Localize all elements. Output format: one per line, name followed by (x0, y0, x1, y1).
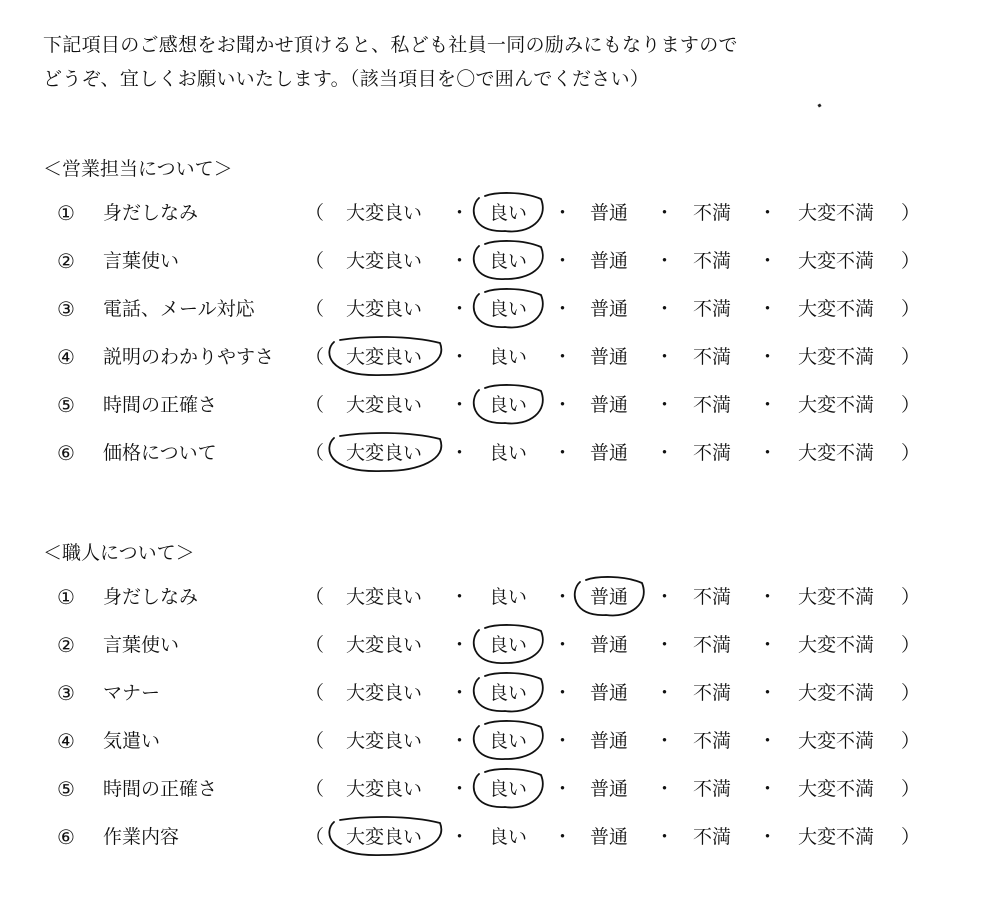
rating-option[interactable]: 不満 (692, 586, 731, 608)
separator-dot: ・ (758, 346, 778, 368)
paren-close: ） (901, 298, 921, 320)
rating-option[interactable]: 大変良い (345, 346, 422, 368)
separator-dot: ・ (758, 442, 778, 464)
rating-option[interactable]: 不満 (692, 298, 731, 320)
rating-option[interactable]: 大変良い (345, 298, 422, 320)
survey-row (0, 723, 997, 759)
item-number: ⑥ (57, 441, 75, 465)
survey-row (0, 291, 997, 327)
rating-option[interactable]: 不満 (692, 250, 731, 272)
rating-option[interactable]: 普通 (589, 346, 628, 368)
rating-option[interactable]: 良い (488, 346, 527, 368)
rating-option[interactable]: 普通 (589, 250, 628, 272)
rating-option[interactable]: 大変不満 (797, 442, 874, 464)
separator-dot: ・ (553, 394, 573, 416)
rating-option[interactable]: 大変良い (345, 682, 422, 704)
item-number: ④ (57, 345, 75, 369)
intro-line-2: どうぞ、宜しくお願いいたします。（該当項目を〇で囲んでください） (43, 68, 650, 90)
rating-option[interactable]: 不満 (692, 778, 731, 800)
rating-option[interactable]: 不満 (692, 682, 731, 704)
rating-option[interactable]: 不満 (692, 730, 731, 752)
paren-close: ） (901, 346, 921, 368)
item-label: マナー (103, 682, 161, 704)
separator-dot: ・ (553, 682, 573, 704)
rating-option[interactable]: 大変良い (345, 586, 422, 608)
rating-option[interactable]: 大変良い (345, 394, 422, 416)
rating-option[interactable]: 大変良い (345, 634, 422, 656)
rating-option[interactable]: 普通 (589, 298, 628, 320)
separator-dot: ・ (655, 442, 675, 464)
rating-option[interactable]: 普通 (589, 730, 628, 752)
survey-row (0, 579, 997, 615)
intro-line-1: 下記項目のご感想をお聞かせ頂けると、私ども社員一同の励みにもなりますので (43, 34, 738, 56)
paren-open: （ (305, 730, 325, 752)
rating-option[interactable]: 普通 (589, 442, 628, 464)
item-label: 言葉使い (103, 250, 180, 272)
rating-option[interactable]: 大変不満 (797, 826, 874, 848)
paren-open: （ (305, 634, 325, 656)
rating-option[interactable]: 大変不満 (797, 634, 874, 656)
rating-option[interactable]: 普通 (589, 682, 628, 704)
rating-option[interactable]: 良い (488, 298, 527, 320)
separator-dot: ・ (655, 778, 675, 800)
item-label: 価格について (103, 442, 217, 464)
separator-dot: ・ (450, 346, 470, 368)
separator-dot: ・ (655, 826, 675, 848)
separator-dot: ・ (553, 730, 573, 752)
separator-dot: ・ (450, 778, 470, 800)
paren-open: （ (305, 586, 325, 608)
rating-option[interactable]: 大変不満 (797, 394, 874, 416)
rating-option[interactable]: 良い (488, 442, 527, 464)
separator-dot: ・ (450, 682, 470, 704)
rating-option[interactable]: 良い (488, 394, 527, 416)
paren-close: ） (901, 586, 921, 608)
item-number: ③ (57, 297, 75, 321)
paren-close: ） (901, 202, 921, 224)
separator-dot: ・ (450, 298, 470, 320)
survey-row (0, 195, 997, 231)
rating-option[interactable]: 大変不満 (797, 586, 874, 608)
separator-dot: ・ (758, 250, 778, 272)
paren-open: （ (305, 346, 325, 368)
rating-option[interactable]: 普通 (589, 394, 628, 416)
separator-dot: ・ (655, 250, 675, 272)
separator-dot: ・ (450, 442, 470, 464)
rating-option[interactable]: 普通 (589, 634, 628, 656)
separator-dot: ・ (450, 394, 470, 416)
item-number: ② (57, 249, 75, 273)
paren-close: ） (901, 730, 921, 752)
section-title-sales: ＜営業担当について＞ (43, 158, 233, 180)
item-label: 時間の正確さ (103, 394, 218, 416)
item-label: 気遣い (103, 730, 161, 752)
separator-dot: ・ (655, 586, 675, 608)
rating-option[interactable]: 大変良い (345, 730, 422, 752)
survey-row (0, 627, 997, 663)
paren-open: （ (305, 394, 325, 416)
item-number: ④ (57, 729, 75, 753)
rating-option[interactable]: 良い (488, 682, 527, 704)
rating-option[interactable]: 大変不満 (797, 202, 874, 224)
rating-option[interactable]: 不満 (692, 394, 731, 416)
rating-option[interactable]: 不満 (692, 634, 731, 656)
separator-dot: ・ (450, 826, 470, 848)
separator-dot: ・ (655, 298, 675, 320)
rating-option[interactable]: 大変不満 (797, 778, 874, 800)
paren-close: ） (901, 826, 921, 848)
paren-open: （ (305, 778, 325, 800)
paren-open: （ (305, 682, 325, 704)
paren-open: （ (305, 298, 325, 320)
separator-dot: ・ (655, 202, 675, 224)
survey-row (0, 339, 997, 375)
rating-option[interactable]: 良い (488, 250, 527, 272)
item-label: 身だしなみ (103, 202, 199, 224)
rating-option[interactable]: 大変良い (345, 442, 422, 464)
separator-dot: ・ (655, 682, 675, 704)
separator-dot: ・ (758, 298, 778, 320)
separator-dot: ・ (758, 586, 778, 608)
survey-row (0, 771, 997, 807)
paren-close: ） (901, 778, 921, 800)
separator-dot: ・ (450, 202, 470, 224)
item-label: 電話、メール対応 (103, 298, 255, 320)
rating-option[interactable]: 良い (488, 778, 527, 800)
paren-close: ） (901, 442, 921, 464)
rating-option[interactable]: 大変良い (345, 202, 422, 224)
item-number: ① (57, 585, 75, 609)
separator-dot: ・ (553, 346, 573, 368)
rating-option[interactable]: 大変不満 (797, 346, 874, 368)
item-number: ⑤ (57, 777, 75, 801)
item-label: 説明のわかりやすさ (103, 346, 275, 368)
survey-row (0, 819, 997, 855)
separator-dot: ・ (758, 826, 778, 848)
paren-open: （ (305, 202, 325, 224)
separator-dot: ・ (553, 586, 573, 608)
separator-dot: ・ (450, 586, 470, 608)
item-label: 時間の正確さ (103, 778, 218, 800)
rating-option[interactable]: 不満 (692, 346, 731, 368)
rating-option[interactable]: 大変良い (345, 250, 422, 272)
rating-option[interactable]: 不満 (692, 826, 731, 848)
paren-close: ） (901, 682, 921, 704)
survey-row (0, 387, 997, 423)
paren-open: （ (305, 826, 325, 848)
section-title-craftsmen: ＜職人について＞ (43, 542, 195, 564)
rating-option[interactable]: 普通 (589, 202, 628, 224)
separator-dot: ・ (553, 442, 573, 464)
rating-option[interactable]: 不満 (692, 442, 731, 464)
rating-option[interactable]: 大変不満 (797, 298, 874, 320)
item-number: ⑤ (57, 393, 75, 417)
item-label: 作業内容 (103, 826, 180, 848)
rating-option[interactable]: 大変良い (345, 826, 422, 848)
survey-row (0, 435, 997, 471)
item-number: ③ (57, 681, 75, 705)
separator-dot: ・ (758, 394, 778, 416)
separator-dot: ・ (758, 682, 778, 704)
separator-dot: ・ (450, 634, 470, 656)
rating-option[interactable]: 良い (488, 826, 527, 848)
item-label: 身だしなみ (103, 586, 199, 608)
survey-row (0, 243, 997, 279)
separator-dot: ・ (655, 730, 675, 752)
rating-option[interactable]: 良い (488, 202, 527, 224)
separator-dot: ・ (758, 202, 778, 224)
separator-dot: ・ (758, 730, 778, 752)
rating-option[interactable]: 良い (488, 634, 527, 656)
separator-dot: ・ (553, 250, 573, 272)
stray-pen-mark (817, 103, 821, 107)
paren-open: （ (305, 250, 325, 272)
separator-dot: ・ (655, 394, 675, 416)
paren-close: ） (901, 634, 921, 656)
paren-close: ） (901, 394, 921, 416)
separator-dot: ・ (553, 826, 573, 848)
separator-dot: ・ (553, 202, 573, 224)
item-label: 言葉使い (103, 634, 180, 656)
separator-dot: ・ (450, 730, 470, 752)
item-number: ⑥ (57, 825, 75, 849)
rating-option[interactable]: 大変不満 (797, 730, 874, 752)
rating-option[interactable]: 普通 (589, 778, 628, 800)
item-number: ① (57, 201, 75, 225)
paren-close: ） (901, 250, 921, 272)
rating-option[interactable]: 良い (488, 730, 527, 752)
rating-option[interactable]: 普通 (589, 826, 628, 848)
rating-option[interactable]: 普通 (589, 586, 628, 608)
separator-dot: ・ (655, 346, 675, 368)
separator-dot: ・ (758, 634, 778, 656)
separator-dot: ・ (553, 634, 573, 656)
rating-option[interactable]: 大変良い (345, 778, 422, 800)
separator-dot: ・ (758, 778, 778, 800)
separator-dot: ・ (553, 298, 573, 320)
separator-dot: ・ (655, 634, 675, 656)
survey-row (0, 675, 997, 711)
paren-open: （ (305, 442, 325, 464)
item-number: ② (57, 633, 75, 657)
rating-option[interactable]: 良い (488, 586, 527, 608)
rating-option[interactable]: 大変不満 (797, 250, 874, 272)
separator-dot: ・ (450, 250, 470, 272)
rating-option[interactable]: 不満 (692, 202, 731, 224)
rating-option[interactable]: 大変不満 (797, 682, 874, 704)
separator-dot: ・ (553, 778, 573, 800)
